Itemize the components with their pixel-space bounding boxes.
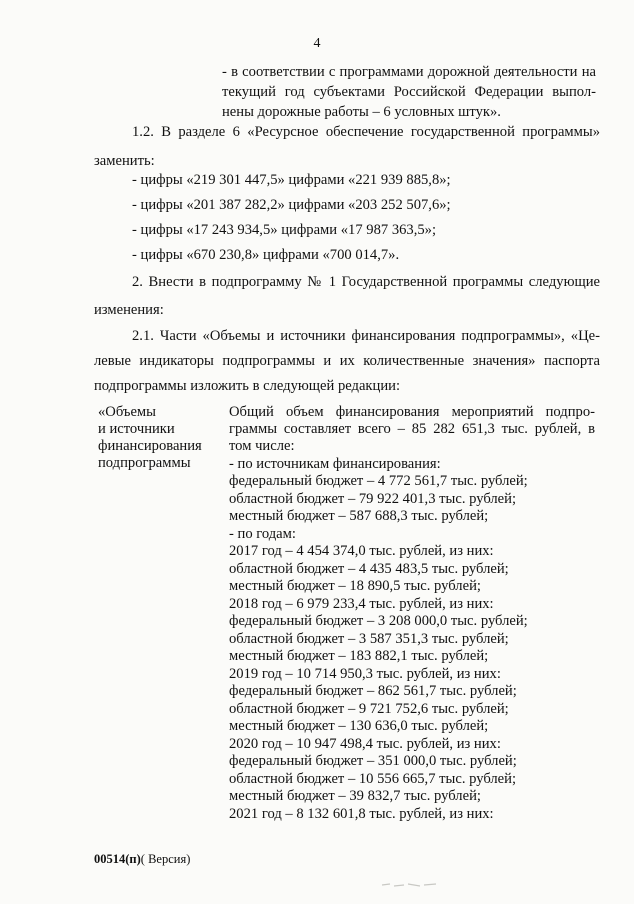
- intro-line-2: текущий год субъектами Российской Федерации выпол-: [222, 84, 596, 100]
- table-value-line-12: 2018 год – 6 979 233,4 тыс. рублей, из них:: [229, 596, 494, 612]
- replacement-item-2: - цифры «201 387 282,2» цифрами «203 252 507,6»;: [132, 197, 451, 213]
- table-value-line-19: местный бюджет – 130 636,0 тыс. рублей;: [229, 718, 489, 734]
- paragraph-1-2-line-1: 1.2. В разделе 6 «Ресурсное обеспечение государственной программы»: [132, 124, 600, 140]
- table-label-line-1: «Объемы: [98, 404, 156, 420]
- table-value-line-17: федеральный бюджет – 862 561,7 тыс. рублей;: [229, 683, 517, 699]
- table-value-line-5: федеральный бюджет – 4 772 561,7 тыс. рублей;: [229, 473, 528, 489]
- table-value-line-24: 2021 год – 8 132 601,8 тыс. рублей, из них:: [229, 806, 494, 822]
- paragraph-2-1-line-1: 2.1. Части «Объемы и источники финансирования подпрограммы», «Це-: [132, 328, 600, 344]
- table-label-line-3: финансирования: [98, 438, 202, 454]
- table-value-line-4: - по источникам финансирования:: [229, 456, 441, 472]
- table-value-line-21: федеральный бюджет – 351 000,0 тыс. рублей;: [229, 753, 517, 769]
- table-label-line-2: и источники: [98, 421, 175, 437]
- scan-mark: [380, 880, 440, 890]
- table-value-line-16: 2019 год – 10 714 950,3 тыс. рублей, из них:: [229, 666, 501, 682]
- table-value-line-3: том числе:: [229, 438, 295, 454]
- replacement-item-3: - цифры «17 243 934,5» цифрами «17 987 363,5»;: [132, 222, 437, 238]
- table-label-line-4: подпрограммы: [98, 455, 191, 471]
- paragraph-2-1-line-3: подпрограммы изложить в следующей редакции:: [94, 378, 401, 394]
- replacement-item-4: - цифры «670 230,8» цифрами «700 014,7».: [132, 247, 400, 263]
- footer-version: ( Версия): [140, 852, 191, 866]
- table-value-line-10: областной бюджет – 4 435 483,5 тыс. рублей;: [229, 561, 509, 577]
- table-value-line-1: Общий объем финансирования мероприятий подпро-: [229, 404, 595, 420]
- paragraph-2-1-line-2: левые индикаторы подпрограммы и их количественные значения» паспорта: [94, 353, 600, 369]
- table-value-line-22: областной бюджет – 10 556 665,7 тыс. рублей;: [229, 771, 517, 787]
- replacement-item-1: - цифры «219 301 447,5» цифрами «221 939 885,8»;: [132, 172, 451, 188]
- table-value-line-9: 2017 год – 4 454 374,0 тыс. рублей, из них:: [229, 543, 494, 559]
- table-value-line-2: граммы составляет всего – 85 282 651,3 тыс. рублей, в: [229, 421, 595, 437]
- intro-line-1: - в соответствии с программами дорожной деятельности на: [222, 64, 596, 80]
- table-value-line-20: 2020 год – 10 947 498,4 тыс. рублей, из них:: [229, 736, 501, 752]
- table-value-line-13: федеральный бюджет – 3 208 000,0 тыс. рублей;: [229, 613, 528, 629]
- table-value-line-8: - по годам:: [229, 526, 296, 542]
- paragraph-2-line-1: 2. Внести в подпрограмму № 1 Государственной программы следующие: [132, 274, 600, 290]
- table-value-line-7: местный бюджет – 587 688,3 тыс. рублей;: [229, 508, 489, 524]
- paragraph-1-2-line-2: заменить:: [94, 153, 155, 169]
- footer-code: 00514(п): [94, 852, 141, 866]
- paragraph-2-line-2: изменения:: [94, 302, 164, 318]
- page-number: 4: [313, 36, 321, 51]
- table-value-line-23: местный бюджет – 39 832,7 тыс. рублей;: [229, 788, 481, 804]
- table-value-line-11: местный бюджет – 18 890,5 тыс. рублей;: [229, 578, 481, 594]
- intro-line-3: нены дорожные работы – 6 условных штук».: [222, 104, 501, 120]
- table-value-line-18: областной бюджет – 9 721 752,6 тыс. рублей;: [229, 701, 509, 717]
- footer: [94, 852, 190, 867]
- table-value-line-6: областной бюджет – 79 922 401,3 тыс. рублей;: [229, 491, 517, 507]
- table-value-line-15: местный бюджет – 183 882,1 тыс. рублей;: [229, 648, 489, 664]
- table-value-line-14: областной бюджет – 3 587 351,3 тыс. рублей;: [229, 631, 509, 647]
